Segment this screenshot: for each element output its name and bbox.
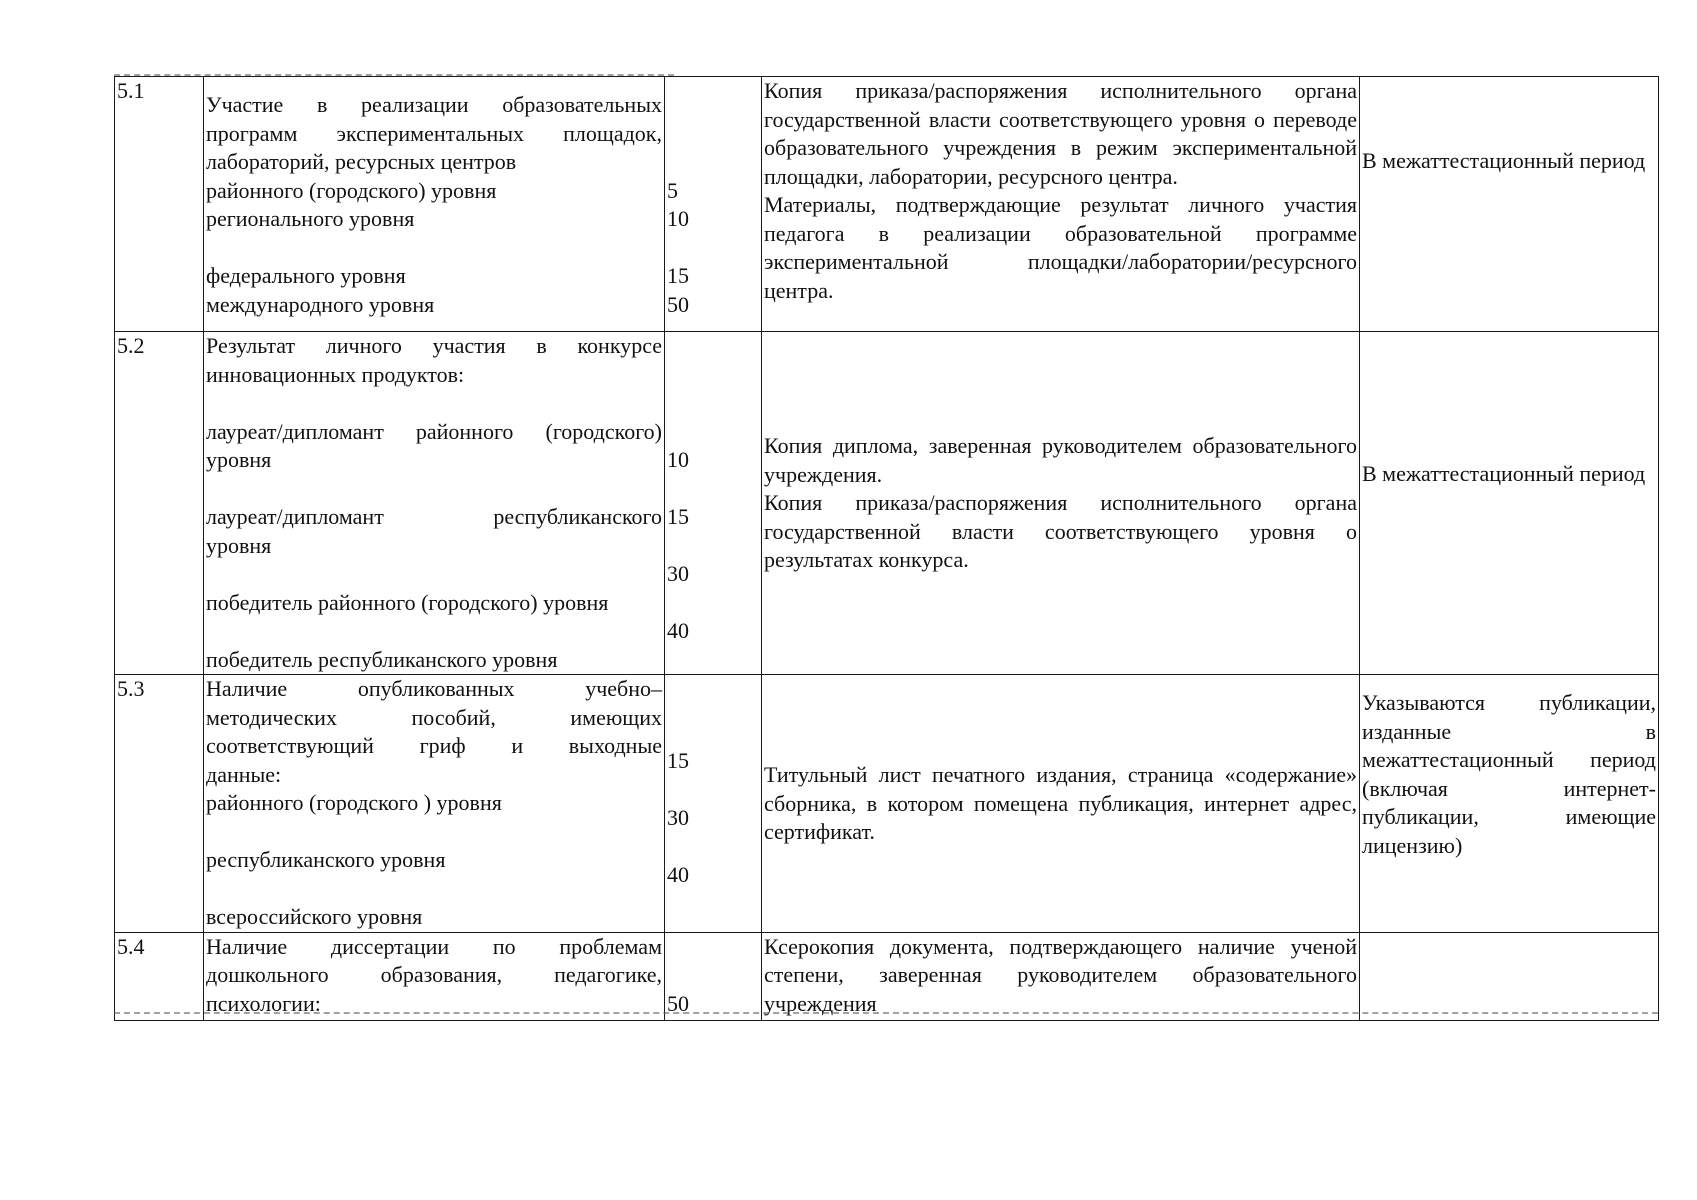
criteria-table [114, 76, 1659, 1021]
row-points: 50 [665, 932, 762, 1020]
row-points: 10 15 30 40 [665, 332, 762, 675]
row-description: Наличие опубликованных учебно– методических пособий, имеющих соответствующий гриф и выходные данные: районного (городского ) уровня республиканского уровня всероссийского уровня [204, 675, 665, 933]
row-points: 5 10 15 50 [665, 77, 762, 332]
row-number: 5.2 [115, 332, 204, 675]
scan-edge-bottom [114, 1012, 1658, 1014]
row-description: Результат личного участия в конкурсе инновационных продуктов: лауреат/дипломант районного (городского) уровня лауреат/дипломант республиканского уровня победитель районного (городского) уровня победитель республиканского уровня [204, 332, 665, 675]
row-documents: Копия диплома, заверенная руководителем образовательного учреждения. Копия приказа/распоряжения исполнительного органа государственной власти соответствующего уровня о результатах конкурса. [762, 332, 1360, 675]
row-description: Участие в реализации образовательных программ экспериментальных площадок, лабораторий, ресурсных центров районного (городского) уровня регионального уровня федерального уровня международного уровня [204, 77, 665, 332]
row-number: 5.4 [115, 932, 204, 1020]
row-number: 5.3 [115, 675, 204, 933]
row-number: 5.1 [115, 77, 204, 332]
row-note: В межаттестационный период [1360, 77, 1659, 332]
row-note: Указываются публикации, изданные в межаттестационный период (включая интернет-публикации, имеющие лицензию) [1360, 675, 1659, 933]
row-documents: Копия приказа/распоряжения исполнительного органа государственной власти соответствующего уровня о переводе образовательного учреждения в режим экспериментальной площадки, лаборатории, ресурсного центра. Материалы, подтверждающие результат личного участия педагога в реализации образовательной программе экспериментальной площадки/лаборатории/ресурсного центра. [762, 77, 1360, 332]
table-row [115, 932, 1659, 1020]
row-documents: Ксерокопия документа, подтверждающего наличие ученой степени, заверенная руководителем образовательного учреждения [762, 932, 1360, 1020]
row-points: 15 30 40 [665, 675, 762, 933]
row-note: В межаттестационный период [1360, 332, 1659, 675]
row-note [1360, 932, 1659, 1020]
row-documents: Титульный лист печатного издания, страница «содержание» сборника, в котором помещена публикация, интернет адрес, сертификат. [762, 675, 1360, 933]
table-row [115, 675, 1659, 933]
table-row [115, 77, 1659, 332]
row-description: Наличие диссертации по проблемам дошкольного образования, педагогике, психологии: [204, 932, 665, 1020]
table-row [115, 332, 1659, 675]
